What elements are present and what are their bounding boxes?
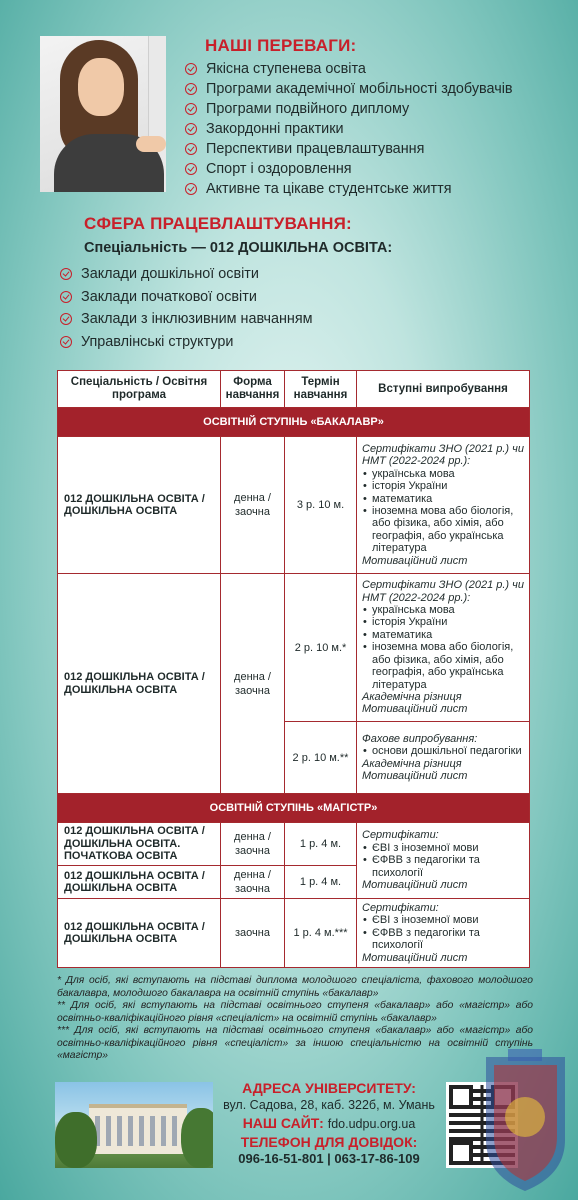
check-circle-icon [60,291,72,303]
cell-form: денна / заочна [221,574,285,794]
list-item: Спорт і оздоровлення [185,159,565,179]
cell-specialty: 012 ДОШКІЛЬНА ОСВІТА / ДОШКІЛЬНА ОСВІТА [58,574,221,794]
cell-specialty: 012 ДОШКІЛЬНА ОСВІТА / ДОШКІЛЬНА ОСВІТА [58,899,221,968]
exam-head: Сертифікати ЗНО (2021 р.) чи НМТ (2022-2024 рр.): [362,579,524,604]
list-item: Якісна ступенева освіта [185,59,565,79]
footnotes [57,975,533,1063]
contacts [214,1080,444,1167]
cell-exams [357,574,530,722]
check-circle-icon [185,183,197,195]
cell-form: денна / заочна [221,823,285,866]
list-item: Програми академічної мобільності здобувачів [185,79,565,99]
exam-item: • математика [362,493,525,505]
exam-item: • історія України [362,616,525,628]
header-specialty: Спеціальність / Освітня програма [58,371,221,408]
exam-item: • українська мова [362,604,525,616]
table-header-row [58,371,530,408]
footnote: * Для осіб, які вступають на підставі диплома молодшого спеціаліста, фахового молодшого бакалавра, молодшого бакалавра на освітній ступінь «бакалавр» [57,975,533,999]
exam-item: • ЄВІ з іноземної мови [362,842,525,854]
address: вул. Садова, 28, каб. 322б, м. Умань [223,1098,435,1112]
table-row [58,574,530,722]
address-label: АДРЕСА УНІВЕРСИТЕТУ: [242,1080,416,1096]
cell-term: 2 р. 10 м.* [285,574,357,722]
exam-item: • ЄФВВ з педагогіки та психології [362,854,525,879]
exam-tail: Мотиваційний лист [362,554,468,567]
exam-head: Фахове випробування: [362,732,478,745]
list-item: Заклади дошкільної освіти [60,263,560,286]
advantages-title: НАШІ ПЕРЕВАГИ: [205,36,357,55]
exam-tail: Мотиваційний лист [362,769,468,782]
list-item: Програми подвійного диплому [185,99,565,119]
header-exams: Вступні випробування [357,371,530,408]
phones: 096-16-51-801 | 063-17-86-109 [238,1151,420,1166]
cell-term: 1 р. 4 м.*** [285,899,357,968]
exam-head: Сертифікати ЗНО (2021 р.) чи НМТ (2022-2024 рр.): [362,442,524,468]
site-link[interactable]: fdo.udpu.org.ua [327,1117,416,1131]
exam-head: Сертифікати: [362,902,439,914]
cell-specialty: 012 ДОШКІЛЬНА ОСВІТА / ДОШКІЛЬНА ОСВІТА [58,437,221,574]
bachelor-section-title: ОСВІТНІЙ СТУПІНЬ «БАКАЛАВР» [58,408,530,437]
advantages-section [185,36,565,199]
cell-term: 2 р. 10 м.** [285,722,357,794]
cell-form: денна / заочна [221,866,285,899]
list-item: Заклади початкової освіти [60,286,560,309]
student-photo [40,36,166,192]
check-circle-icon [60,313,72,325]
cell-specialty: 012 ДОШКІЛЬНА ОСВІТА / ДОШКІЛЬНА ОСВІТА [58,866,221,899]
footnote: ** Для осіб, які вступають на підставі освітнього ступеня «бакалавр» або «магістр» або освітньо-кваліфікаційного рівня «спеціаліст» на освітній ступінь «бакалавр» [57,1000,533,1024]
exam-tail: Академічна різниця [362,690,462,703]
phone-label: ТЕЛЕФОН ДЛЯ ДОВІДОК: [240,1134,418,1150]
check-circle-icon [60,268,72,280]
master-section-title: ОСВІТНІЙ СТУПІНЬ «МАГІСТР» [58,794,530,823]
list-item: Заклади з інклюзивним навчанням [60,308,560,331]
check-circle-icon [185,163,197,175]
advantages-list [185,59,565,199]
exam-tail: Мотиваційний лист [362,879,468,892]
exam-tail: Академічна різниця [362,757,462,770]
check-circle-icon [60,336,72,348]
cell-exams [357,722,530,794]
employment-title: СФЕРА ПРАЦЕВЛАШТУВАННЯ: [84,214,352,233]
employment-section [60,214,560,353]
list-item: Активне та цікаве студентське життя [185,179,565,199]
table-row [58,437,530,574]
exam-item: • основи дошкільної педагогіки [362,745,525,757]
site-label: НАШ САЙТ: fdo.udpu.org.ua [242,1115,416,1131]
cell-term: 1 р. 4 м. [285,823,357,866]
footnote: *** Для осіб, які вступають на підставі освітнього ступеня «бакалавр» або «магістр» або освітньо-кваліфікаційного рівня «спеціаліст» за іншою спеціальністю на освітній ступінь «магістр» [57,1025,533,1061]
exam-item: • історія України [362,480,525,492]
exam-head: Сертифікати: [362,829,439,842]
cell-exams [357,899,530,968]
table-row [58,899,530,968]
specialty-line: Спеціальність — 012 ДОШКІЛЬНА ОСВІТА: [84,240,393,256]
check-circle-icon [185,63,197,75]
admission-table [57,370,530,968]
header-term: Термін навчання [285,371,357,408]
check-circle-icon [185,143,197,155]
check-circle-icon [185,83,197,95]
cell-form: денна / заочна [221,437,285,574]
list-item: Закордонні практики [185,119,565,139]
cell-form: заочна [221,899,285,968]
cell-term: 3 р. 10 м. [285,437,357,574]
list-item: Управлінські структури [60,331,560,354]
header-form: Форма навчання [221,371,285,408]
check-circle-icon [185,103,197,115]
exam-item: • іноземна мова або біологія, або фізика, або хімія, або географія, або українська література [362,505,525,555]
exam-item: • українська мова [362,468,525,480]
cell-term: 1 р. 4 м. [285,866,357,899]
table-row [58,823,530,866]
cell-exams [357,437,530,574]
exam-item: • ЄФВВ з педагогіки та психології [362,927,525,952]
cell-specialty: 012 ДОШКІЛЬНА ОСВІТА / ДОШКІЛЬНА ОСВІТА. ПОЧАТКОВА ОСВІТА [58,823,221,866]
exam-tail: Мотиваційний лист [362,951,468,964]
list-item: Перспективи працевлаштування [185,139,565,159]
check-circle-icon [185,123,197,135]
university-seal [478,1045,573,1195]
campus-photo [55,1082,213,1168]
exam-item: • ЄВІ з іноземної мови [362,914,525,926]
exam-item: • іноземна мова або біологія, або фізика, або хімія, або географія, або українська література [362,641,525,691]
exam-item: • математика [362,629,525,641]
employment-list [60,263,560,353]
exam-tail: Мотиваційний лист [362,703,468,716]
cell-exams [357,823,530,899]
